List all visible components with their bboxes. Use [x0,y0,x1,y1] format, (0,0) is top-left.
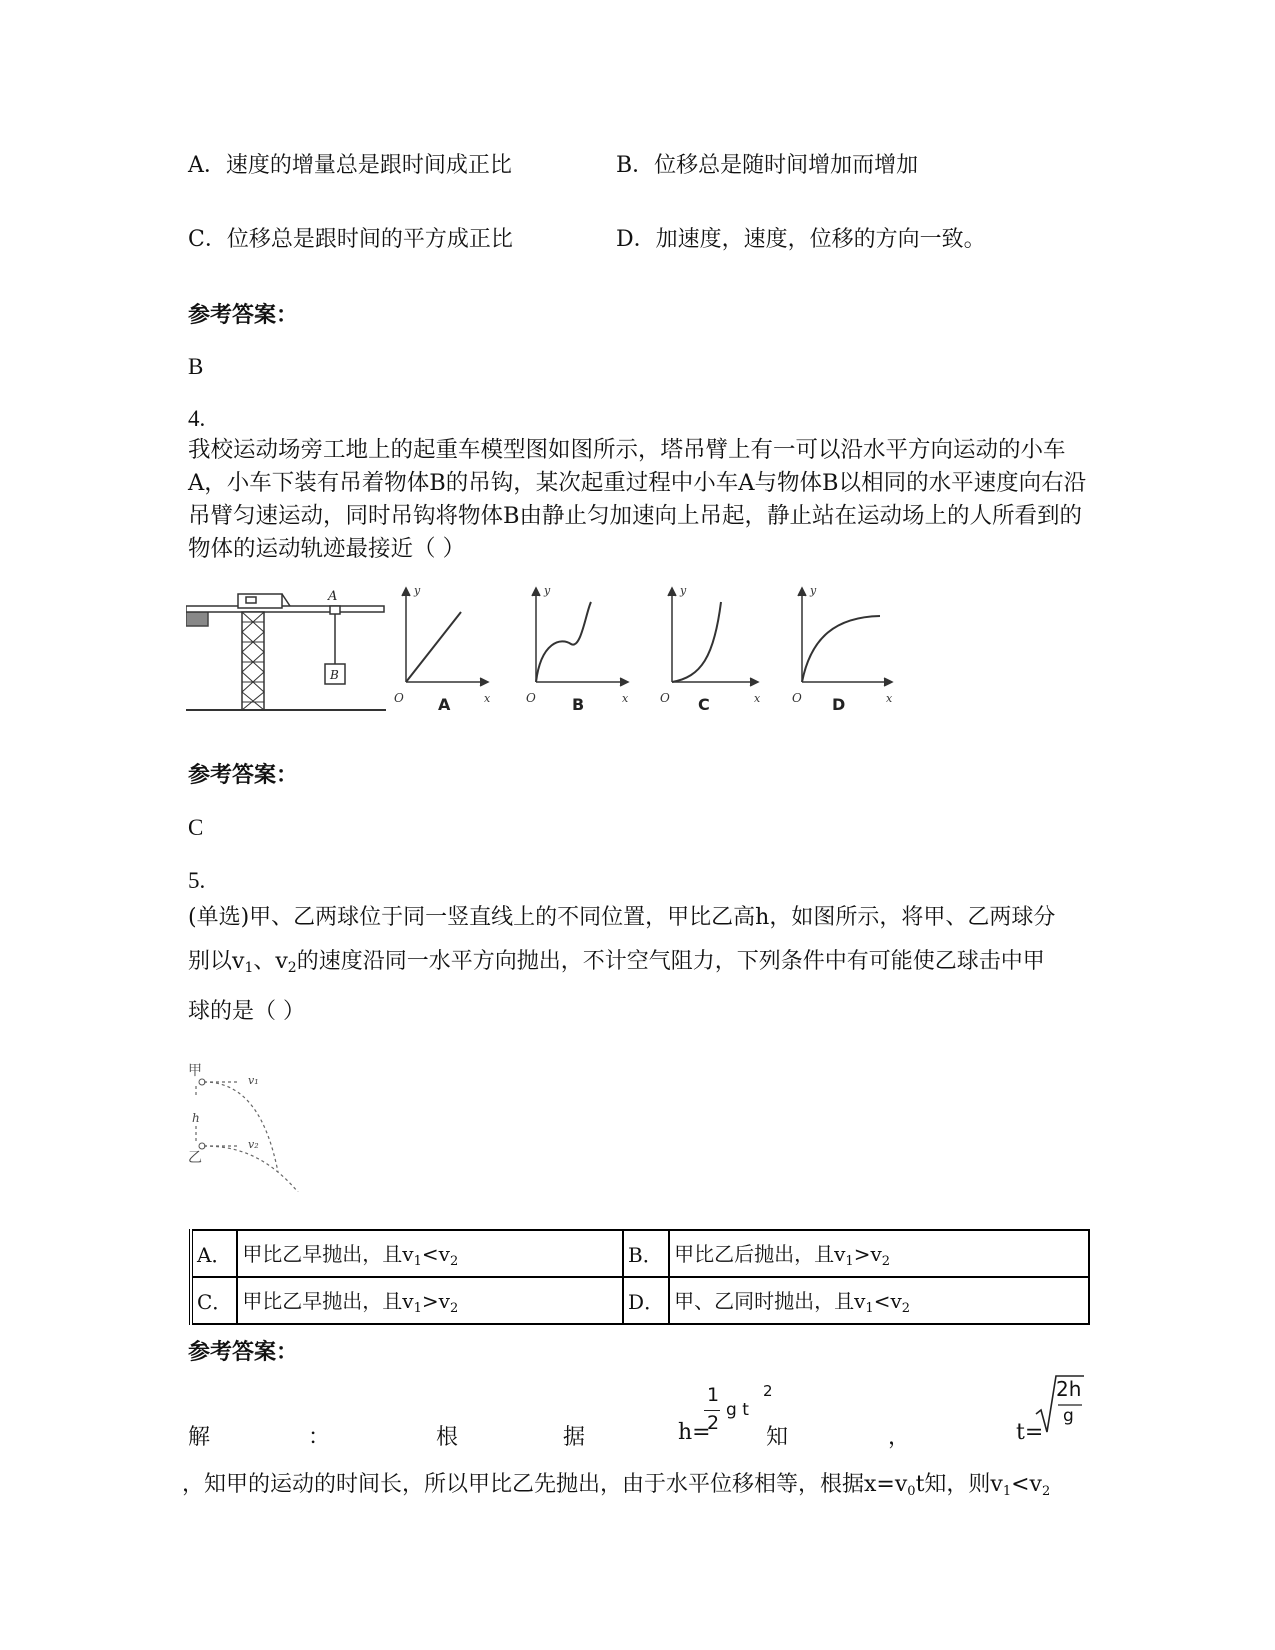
sol-comma: ， [888,1425,911,1450]
graph-b [532,588,628,686]
graph-a-y: y [414,584,421,597]
graph-a-origin: O [394,691,404,705]
graph-a-label: A [438,695,451,714]
graph-c-x: x [754,692,761,705]
fig-yi-label: 乙 [188,1150,202,1166]
trolley-a [330,606,340,614]
fig-v2-label: v₂ [248,1138,259,1151]
graph-b-x: x [622,692,629,705]
q5-opt-b-text: 甲比乙后抛出，且$v_1>v_2$ [669,1230,1089,1277]
q3-option-b: B．位移总是随时间增加而增加 [616,153,919,178]
graph-a-x: x [484,692,491,705]
q5-text [188,896,1088,1034]
sol-h-eq: h= [678,1420,711,1445]
q5-opt-c-text: 甲比乙早抛出，且$v_1>v_2$ [237,1277,623,1324]
q5-opt-b-label: B． [623,1230,669,1277]
q3-option-a: A．速度的增量总是跟时间成正比 [188,153,512,178]
table-row [191,1277,1089,1324]
sol-word-3: 根 [436,1425,459,1450]
q5-opt-d-label: D． [623,1277,669,1324]
q5-opt-c-label: C． [191,1277,237,1324]
sol-sqrt-num: 2h [1056,1377,1082,1401]
sol-t-eq: t= [1016,1420,1044,1445]
graph-d-origin: O [792,691,802,705]
sol-word-2: ： [308,1425,331,1450]
q5-line3: 球的是（ ） [188,999,305,1024]
q5-number: 5. [188,868,206,893]
graph-d-y: y [810,584,817,597]
graph-c-label: C [698,695,710,714]
q3-answer: B [188,354,204,379]
q3-option-c: C．位移总是跟时间的平方成正比 [188,227,513,252]
graph-c-origin: O [660,691,670,705]
graph-b-y: y [544,584,551,597]
sol-gt: g t [726,1400,749,1420]
sol-sqrt-den: g [1063,1406,1074,1426]
graph-c [668,588,758,686]
q5-figure [188,1062,318,1192]
q4-answer-heading: 参考答案： [188,763,299,788]
q3-option-d: D．加速度，速度，位移的方向一致。 [616,227,986,252]
q5-opt-a-text: 甲比乙早抛出，且$v_1<v_2$ [237,1230,623,1277]
crane-label-b: B [330,668,339,682]
q4-figure [186,582,946,722]
q5-options-table [189,1229,1090,1325]
q5-opt-a-label: A． [191,1230,237,1277]
sol-frac-bar [704,1410,720,1411]
q5-opt-d-text: 甲、乙同时抛出，且$v_1<v_2$ [669,1277,1089,1324]
sol-zhi: 知 [766,1425,789,1450]
q4-text: 我校运动场旁工地上的起重车模型图如图所示，塔吊臂上有一可以沿水平方向运动的小车A，小车下装有吊着物体B的吊钩，某次起重过程中小车A与物体B以相同的水平速度向右沿吊臂匀速运动，同时吊钩将物体B由静止匀加速向上吊起，静止站在运动场上的人所看到的物体的运动轨迹最接近（ ） [188,437,1087,562]
crane-cab [238,594,282,608]
q5-line2: 别以$v_1$、$v_2$的速度沿同一水平方向抛出，不计空气阻力，下列条件中有可能使乙球击中甲 [188,949,1045,976]
sol-word-4: 据 [563,1425,586,1450]
fig-jia-label: 甲 [188,1063,202,1079]
graph-b-label: B [572,695,585,714]
sol-line-2: ，知甲的运动的时间长，所以甲比乙先抛出，由于水平位移相等，根据$x=v_0t$知，则$v_1<v_2$ [182,1472,1051,1499]
graph-c-y: y [680,584,687,597]
q5-answer-heading: 参考答案： [188,1340,299,1365]
crane-arm [186,606,384,612]
q4-number: 4. [188,406,206,431]
q3-answer-heading: 参考答案： [188,303,299,328]
crane-label-a: A [328,589,338,604]
sol-word-1: 解 [188,1425,211,1450]
q4-answer: C [188,815,204,840]
fig-v1-label: v₁ [248,1074,259,1087]
graph-d-x: x [886,692,893,705]
sol-frac-den: 2 [707,1412,720,1434]
graph-d-label: D [832,695,846,714]
fig-h-label: h [192,1111,200,1125]
table-row [191,1230,1089,1277]
sol-frac-num: 1 [707,1384,720,1406]
q5-line1: (单选)甲、乙两球位于同一竖直线上的不同位置，甲比乙高h，如图所示，将甲、乙两球分 [188,905,1056,930]
graph-d [798,588,892,686]
graph-a [402,588,488,686]
crane-diagram [186,594,386,710]
graph-b-origin: O [526,691,536,705]
sol-exp: 2 [763,1382,773,1400]
